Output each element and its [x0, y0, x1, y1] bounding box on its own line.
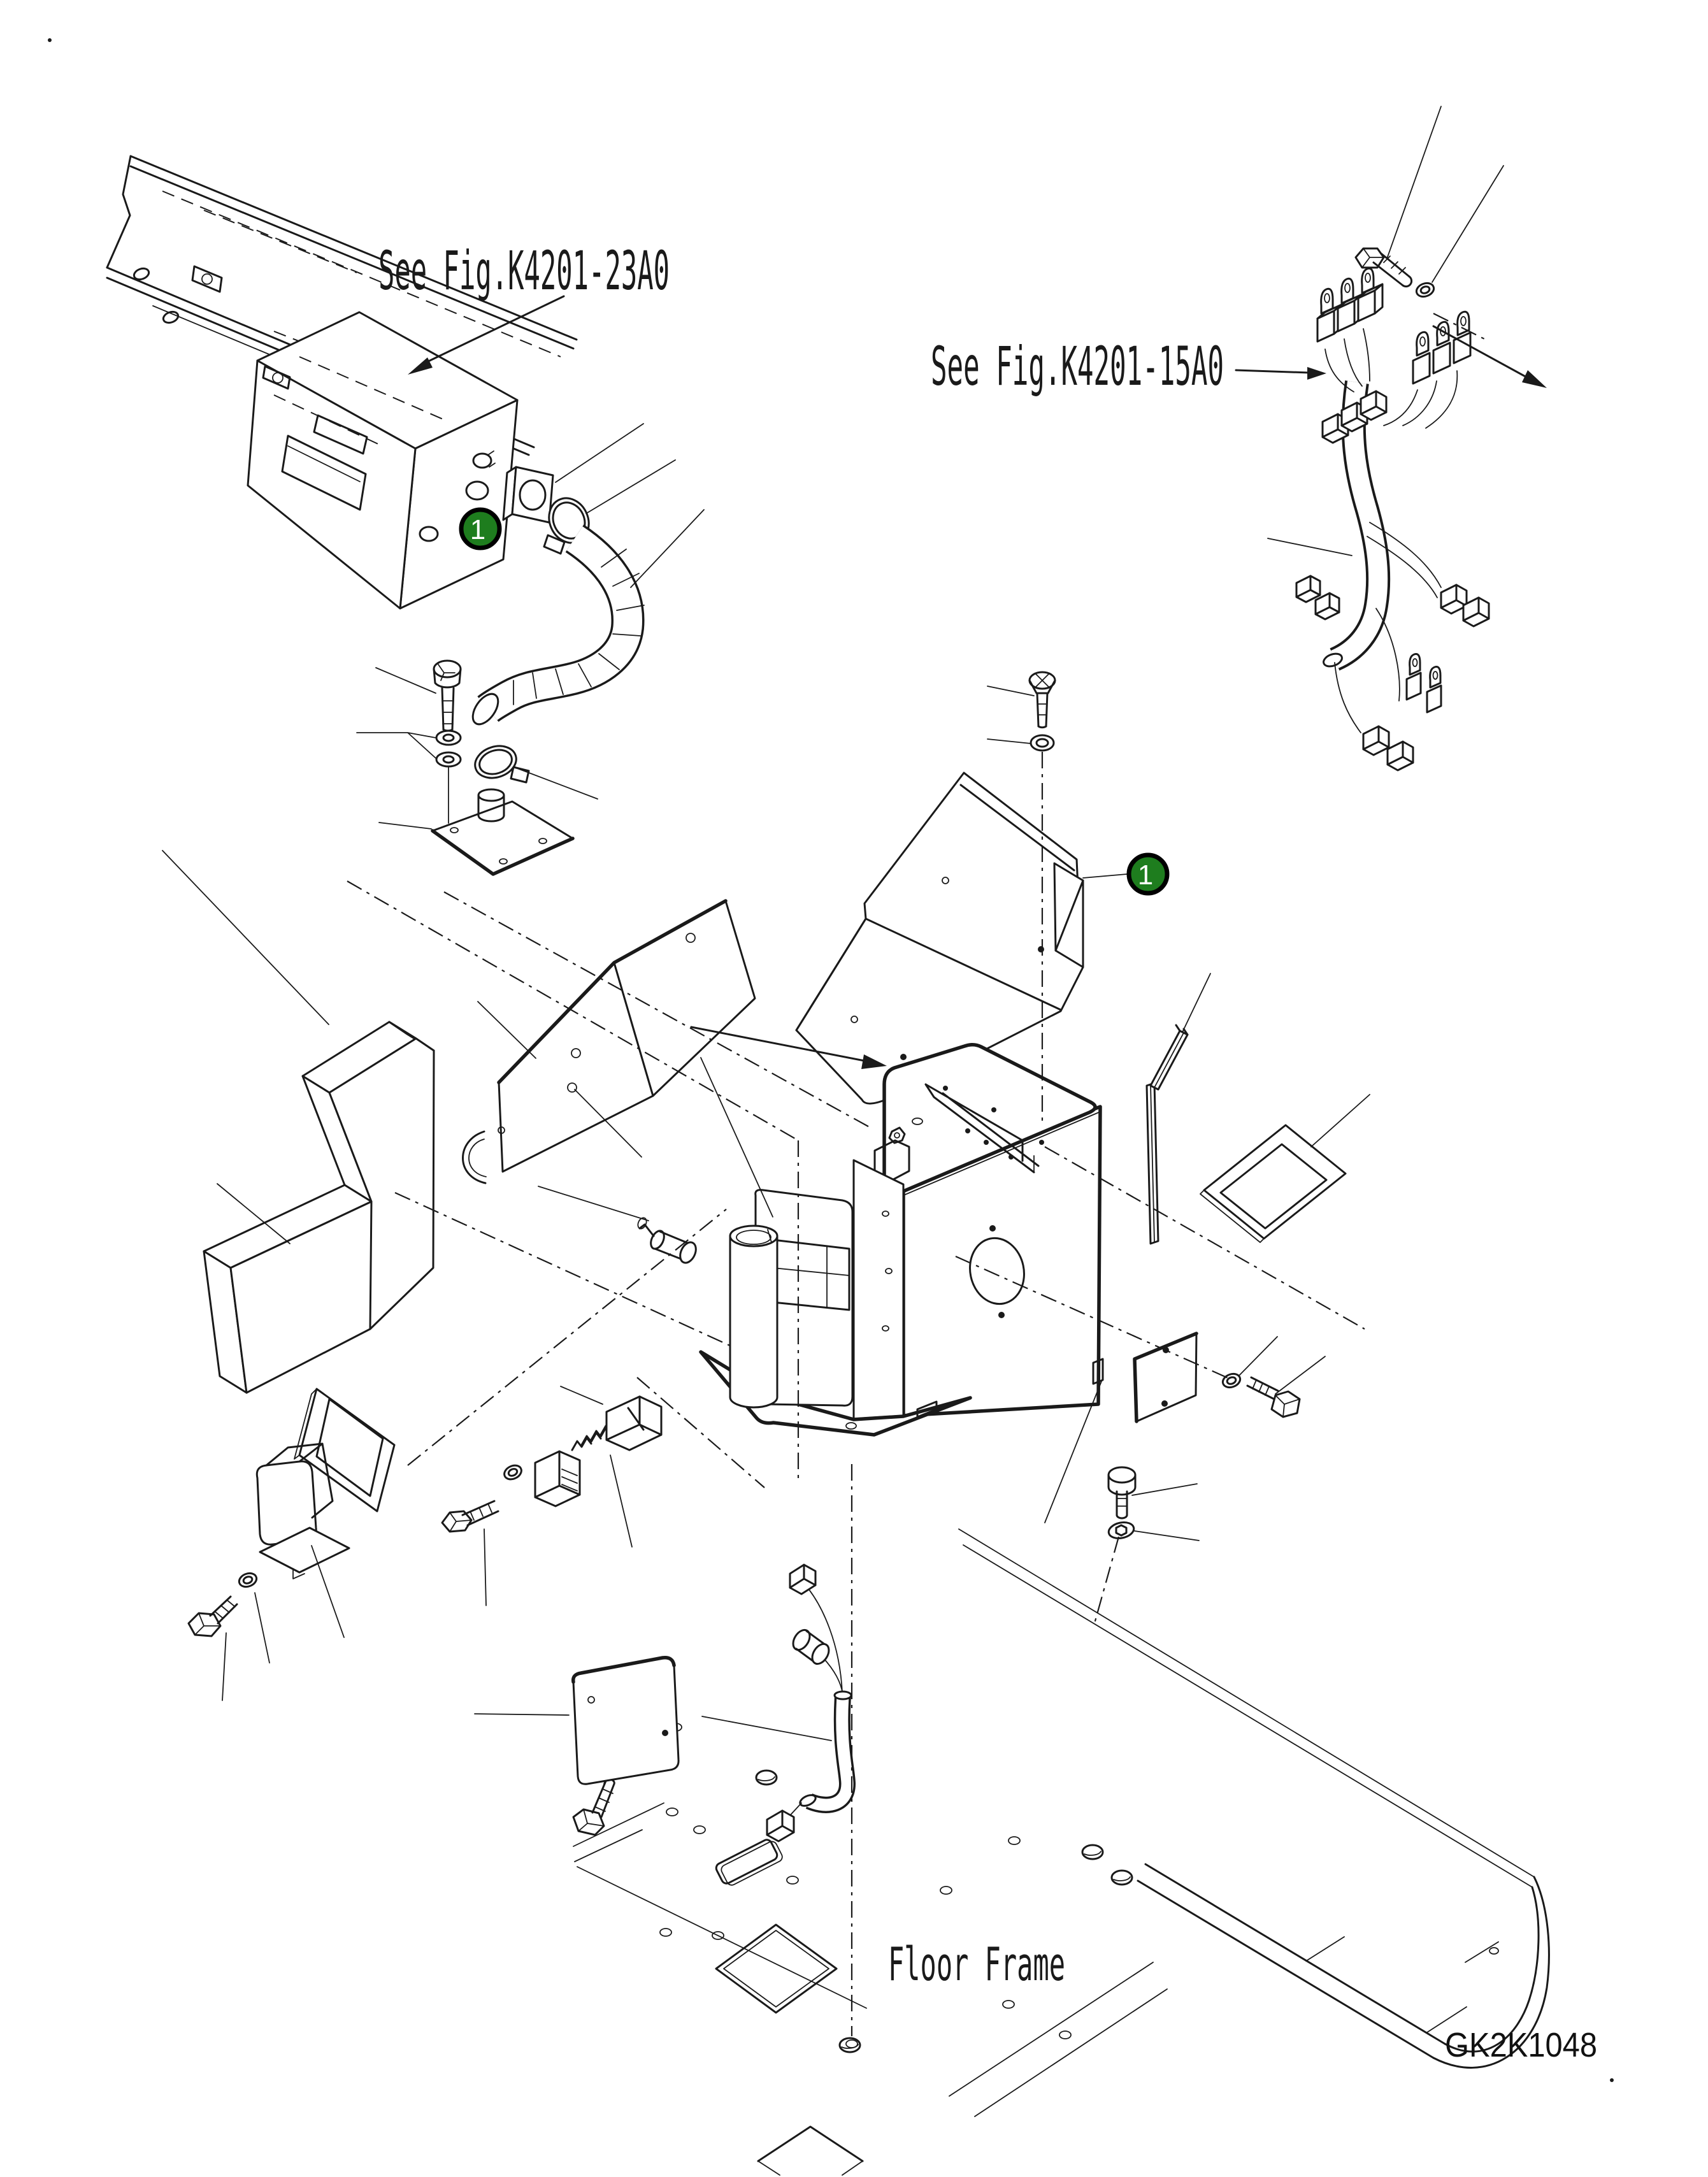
see-fig-15a0-label: See Fig.K4201-15A0	[931, 335, 1224, 398]
leader-terminal-clips	[610, 1455, 632, 1547]
page-mark-topleft	[48, 38, 52, 42]
flag-terminals-right	[1413, 312, 1470, 384]
plug-fitting	[636, 1216, 699, 1265]
callout-balloon-2[interactable]	[1083, 855, 1167, 893]
leader-relay-washer	[255, 1593, 269, 1663]
center-bolt	[442, 1501, 498, 1532]
floor-slot	[715, 1836, 784, 1888]
leader-lower-bolt	[1132, 1484, 1197, 1495]
relay-washer	[237, 1571, 258, 1589]
see-fig-23a0-arrow	[420, 296, 564, 365]
deflector-plate	[463, 901, 756, 1183]
leader-panel-bolt	[1275, 1356, 1325, 1394]
leader-relay-cover	[475, 1714, 569, 1715]
leader-seal-frame	[1311, 1095, 1370, 1147]
harness-cube-a	[790, 1565, 815, 1594]
leader-center-bolt	[484, 1529, 486, 1606]
relay-bolt	[189, 1597, 237, 1636]
floor-holes	[660, 1723, 1498, 2052]
box-cylinder-collar	[730, 1226, 777, 1407]
hose-bolt	[434, 661, 461, 731]
cube-connectors-lower	[1296, 576, 1489, 770]
leader-cover-washer	[987, 739, 1031, 744]
callout-2-leader	[1083, 874, 1127, 878]
box-front-panel	[854, 1160, 903, 1419]
strip-seal	[1147, 1025, 1188, 1244]
callout-2-label: 1	[1137, 859, 1154, 891]
leader-harness-cable	[1268, 538, 1352, 556]
cover-screw	[1030, 672, 1055, 728]
see-fig-15a0-arrow	[1236, 370, 1310, 373]
floor-square-hole-partial	[758, 2127, 863, 2175]
page-mark-bottomright	[1610, 2078, 1614, 2082]
callout-balloon-1[interactable]	[461, 510, 499, 548]
center-washer	[502, 1463, 524, 1482]
harness-washer	[1414, 281, 1435, 299]
leader-lower-washer	[1135, 1531, 1199, 1541]
small-cube-connector	[606, 1397, 661, 1450]
lower-bolt	[1109, 1467, 1135, 1518]
floor-frame	[573, 1529, 1549, 2175]
floor-square-hole	[716, 1925, 836, 2013]
see-fig-23a0-label: See Fig.K4201-23A0	[378, 240, 670, 302]
leader-cover-screw	[987, 686, 1034, 696]
leader-relay-bolt	[222, 1633, 226, 1700]
leader-strip	[1182, 974, 1210, 1032]
bottom-harness	[767, 1565, 851, 1841]
hose-washers	[436, 731, 461, 766]
cover-washer	[1031, 735, 1054, 751]
leader-harness-washer	[1432, 166, 1503, 282]
duct-plate	[433, 789, 573, 874]
callout-1-label: 1	[470, 514, 486, 545]
harness-cube-b	[767, 1811, 794, 1841]
leader-small-cube	[561, 1386, 603, 1404]
leader-harness-bolt	[1387, 106, 1441, 259]
hose-clamp-lower	[471, 741, 529, 783]
lower-washer	[1107, 1520, 1135, 1541]
floor-frame-label: Floor Frame	[888, 1937, 1065, 1991]
see-fig-15a0-annotation	[931, 335, 1326, 398]
access-panel	[1135, 1333, 1196, 1421]
console-box	[248, 312, 517, 608]
flag-terminals	[1317, 268, 1382, 341]
hose-flange	[503, 467, 553, 522]
floor-bolt	[573, 1779, 614, 1835]
leader-harness-tube	[702, 1716, 831, 1741]
cover-notch-tab	[1054, 863, 1083, 967]
seal-frame	[1200, 1125, 1346, 1242]
panel-bolt	[1247, 1377, 1300, 1417]
panel-washer	[1221, 1372, 1242, 1390]
corrugated-hose	[468, 538, 644, 729]
relay-cover-plate	[573, 1658, 678, 1785]
wiring-harness	[1296, 248, 1489, 770]
connector-block	[535, 1451, 580, 1506]
see-fig-15a0-arrowhead	[1307, 367, 1326, 380]
drawing-number: GK2K1048	[1445, 2026, 1597, 2064]
leader-panel-washer	[1238, 1337, 1277, 1376]
l-shaped-duct	[204, 1022, 434, 1393]
